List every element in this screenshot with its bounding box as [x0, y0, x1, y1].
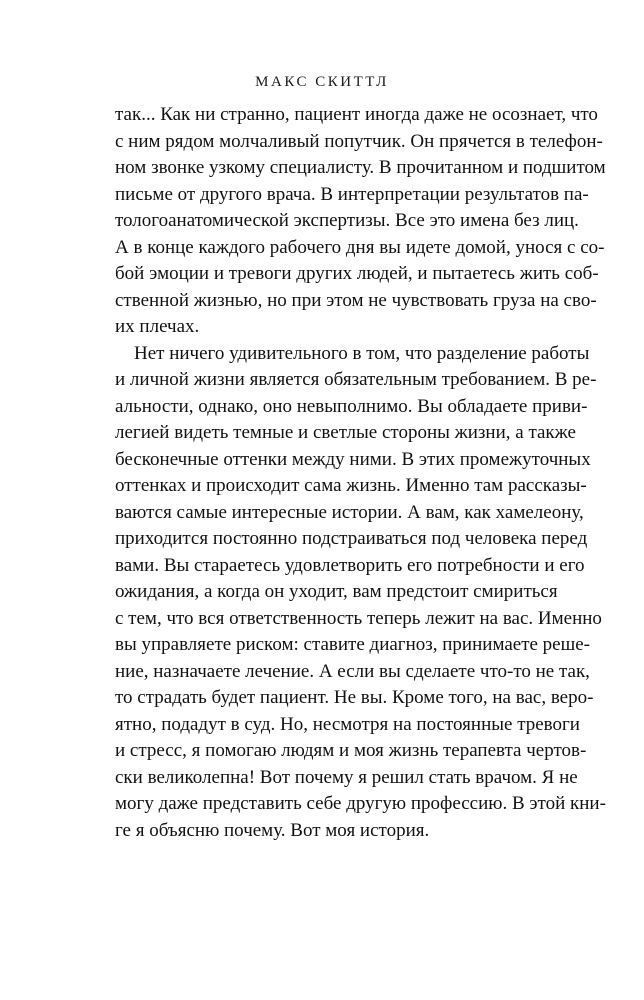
- text-line: бой эмоции и тревоги других людей, и пытаетесь жить соб-: [115, 263, 599, 284]
- text-line: тологоанатомической экспертизы. Все это имена без лиц.: [115, 210, 579, 231]
- text-line: легией видеть темные и светлые стороны жизни, а также: [115, 422, 576, 443]
- body-text: [115, 102, 606, 844]
- text-line: их плечах.: [115, 316, 200, 337]
- paragraph-1: [115, 102, 606, 341]
- text-line: то страдать будет пациент. Не вы. Кроме того, на вас, веро-: [115, 687, 594, 708]
- text-line: альности, однако, оно невыполнимо. Вы обладаете приви-: [115, 395, 588, 417]
- text-line: ге я объясню почему. Вот моя история.: [115, 819, 430, 841]
- text-line: ски великолепна! Вот почему я решил стать врачом. Я не: [115, 766, 578, 788]
- text-line: вами. Вы стараетесь удовлетворить его потребности и его: [115, 554, 585, 576]
- text-line: могу даже представить себе другую профессию. В этой кни-: [115, 793, 606, 814]
- text-line: ожидания, а когда он уходит, вам предстоит смириться: [115, 581, 558, 602]
- paragraph-2: [115, 341, 606, 845]
- text-line: ственной жизнью, но при этом не чувствовать груза на сво-: [115, 289, 597, 311]
- text-line: ном звонке узкому специалисту. В прочитанном и подшитом: [115, 157, 606, 178]
- text-line: и личной жизни является обязательным требованием. В ре-: [115, 369, 597, 390]
- text-line: приходится постоянно подстраиваться под человека перед: [115, 528, 588, 549]
- text-line: Нет ничего удивительного в том, что разделение работы: [134, 342, 590, 364]
- text-line: ваются самые интересные истории. А вам, как хамелеону,: [115, 501, 584, 523]
- text-line: ятно, подадут в суд. Но, несмотря на постоянные тревоги: [115, 713, 580, 735]
- text-line: А в конце каждого рабочего дня вы идете домой, унося с со-: [115, 236, 605, 258]
- text-line: бесконечные оттенки между ними. В этих промежуточных: [115, 448, 591, 470]
- text-line: с тем, что вся ответственность теперь лежит на вас. Именно: [115, 607, 602, 629]
- text-line: вы управляете риском: ставите диагноз, принимаете реше-: [115, 634, 591, 655]
- running-head: МАКС СКИТТЛ: [255, 74, 389, 90]
- text-line: письме от другого врача. В интерпретации результатов па-: [115, 183, 589, 205]
- text-line: оттенках и происходит сама жизнь. Именно там рассказы-: [115, 475, 587, 496]
- text-line: ние, назначаете лечение. А если вы сделаете что-то не так,: [115, 660, 590, 682]
- text-line: с ним рядом молчаливый попутчик. Он прячется в телефон-: [115, 130, 603, 152]
- text-line: так... Как ни странно, пациент иногда даже не осознает, что: [115, 104, 598, 125]
- text-line: и стресс, я помогаю людям и моя жизнь терапевта чертов-: [115, 740, 587, 761]
